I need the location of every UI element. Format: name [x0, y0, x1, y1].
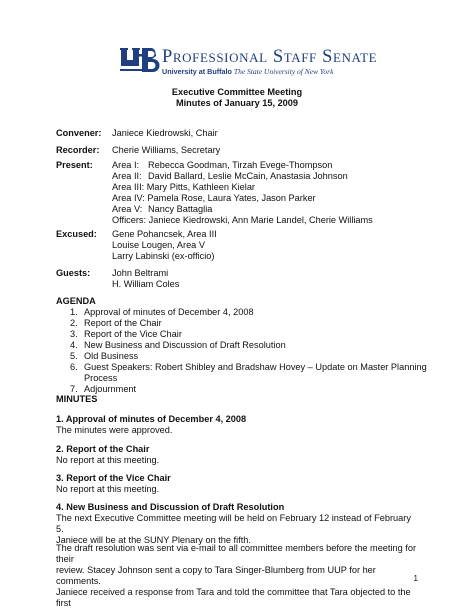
minutes-date: Minutes of January 15, 2009	[175, 98, 299, 108]
area-names: Janiece Kiedrowski, Ann Marie Landel, Cherie Williams	[148, 215, 373, 225]
convener-value: Janiece Kiedrowski, Chair	[112, 128, 218, 138]
minutes-heading: MINUTES	[56, 394, 98, 404]
area-label: Area III:	[112, 182, 145, 192]
agenda-number: 1.	[70, 307, 78, 317]
agenda-number: 2.	[70, 318, 78, 328]
agenda-number: 6.	[70, 362, 78, 372]
letterhead	[120, 45, 410, 79]
minutes-section	[56, 502, 421, 546]
org-subtitle	[162, 67, 333, 76]
minutes-paragraph	[56, 543, 421, 609]
agenda-item	[70, 351, 427, 362]
agenda-text: Approval of minutes of December 4, 2008	[84, 307, 254, 317]
agenda-item-continuation	[70, 373, 427, 384]
area-label: Area V:	[112, 204, 143, 214]
university-name: University at Buffalo	[162, 67, 232, 76]
agenda-item	[70, 307, 427, 318]
university-tagline: The State University of New York	[233, 67, 334, 76]
guests-list	[112, 268, 179, 290]
section-title: 1. Approval of minutes of December 4, 2008	[56, 414, 247, 424]
section-title: 3. Report of the Vice Chair	[56, 473, 171, 483]
minutes-section	[56, 473, 421, 495]
area-label: Officers:	[112, 215, 147, 225]
area-names: Mary Pitts, Kathleen Kielar	[146, 182, 255, 192]
section-text: No report at this meeting.	[56, 455, 160, 465]
agenda-text: Report of the Vice Chair	[84, 329, 182, 339]
excused-line: Gene Pohancsek, Area III	[112, 229, 217, 239]
area-names: Rebecca Goodman, Tirzah Evege-Thompson	[148, 160, 333, 170]
area-names: Pamela Rose, Laura Yates, Jason Parker	[147, 193, 316, 203]
paragraph-line: review. Stacey Johnson sent a copy to Tara Singer-Blumberg from UUP for her comments.	[56, 565, 376, 586]
agenda-number: 5.	[70, 351, 78, 361]
section-text: The minutes were approved.	[56, 425, 173, 435]
convener-label: Convener:	[56, 128, 102, 138]
agenda-text: Old Business	[84, 351, 139, 361]
section-title: 4. New Business and Discussion of Draft Resolution	[56, 502, 285, 512]
agenda-text: New Business and Discussion of Draft Resolution	[84, 340, 286, 350]
area-names: Nancy Battaglia	[148, 204, 213, 214]
present-line	[112, 182, 373, 193]
excused-line: Louise Lougen, Area V	[112, 240, 205, 250]
agenda-text: Report of the Chair	[84, 318, 162, 328]
section-text: No report at this meeting.	[56, 484, 160, 494]
agenda-item	[70, 329, 427, 340]
paragraph-line: Janiece received a response from Tara and told the committee that Tara objected to the first	[56, 587, 411, 608]
agenda-item	[70, 340, 427, 351]
section-title: 2. Report of the Chair	[56, 444, 150, 454]
agenda-number: 7.	[70, 384, 78, 394]
ub-logo-icon	[120, 45, 160, 75]
agenda-item	[70, 384, 427, 395]
area-label: Area IV:	[112, 193, 145, 203]
present-line	[112, 204, 373, 215]
area-label: Area II:	[112, 171, 142, 181]
present-line	[112, 160, 373, 171]
present-line	[112, 215, 373, 226]
paragraph-line: The draft resolution was sent via e-mail to all committee members before the meeting for their	[56, 543, 416, 564]
minutes-section	[56, 444, 421, 466]
present-line	[112, 171, 373, 182]
agenda-number: 3.	[70, 329, 78, 339]
present-list	[112, 160, 373, 226]
agenda-number: 4.	[70, 340, 78, 350]
area-label: Area I:	[112, 160, 140, 170]
agenda-heading: AGENDA	[56, 296, 96, 306]
guest-line: John Beltrami	[112, 268, 169, 278]
area-names: David Ballard, Leslie McCain, Anastasia Johnson	[148, 171, 348, 181]
meeting-title: Executive Committee Meeting	[171, 87, 303, 97]
present-label: Present:	[56, 160, 93, 170]
agenda-list	[70, 307, 427, 395]
section-text: Janiece will be at the SUNY Plenary on the fifth.	[56, 535, 251, 545]
agenda-item	[70, 362, 427, 373]
section-text: The next Executive Committee meeting will be held on February 12 instead of February 5.	[56, 513, 411, 534]
excused-label: Excused:	[56, 229, 97, 239]
org-title: Professional Staff Senate	[162, 47, 378, 67]
agenda-item	[70, 318, 427, 329]
agenda-text: Process	[84, 373, 118, 383]
page-number: 1	[413, 574, 418, 583]
agenda-text: Guest Speakers: Robert Shibley and Bradshaw Hovey – Update on Master Planning	[84, 362, 427, 372]
agenda-text: Adjournment	[84, 384, 137, 394]
recorder-label: Recorder:	[56, 145, 100, 155]
present-line	[112, 193, 373, 204]
guests-label: Guests:	[56, 268, 91, 278]
recorder-value: Cherie Williams, Secretary	[112, 145, 221, 155]
minutes-section	[56, 414, 421, 436]
excused-line: Larry Labinski (ex-officio)	[112, 251, 215, 261]
excused-list	[112, 229, 217, 262]
guest-line: H. William Coles	[112, 279, 180, 289]
